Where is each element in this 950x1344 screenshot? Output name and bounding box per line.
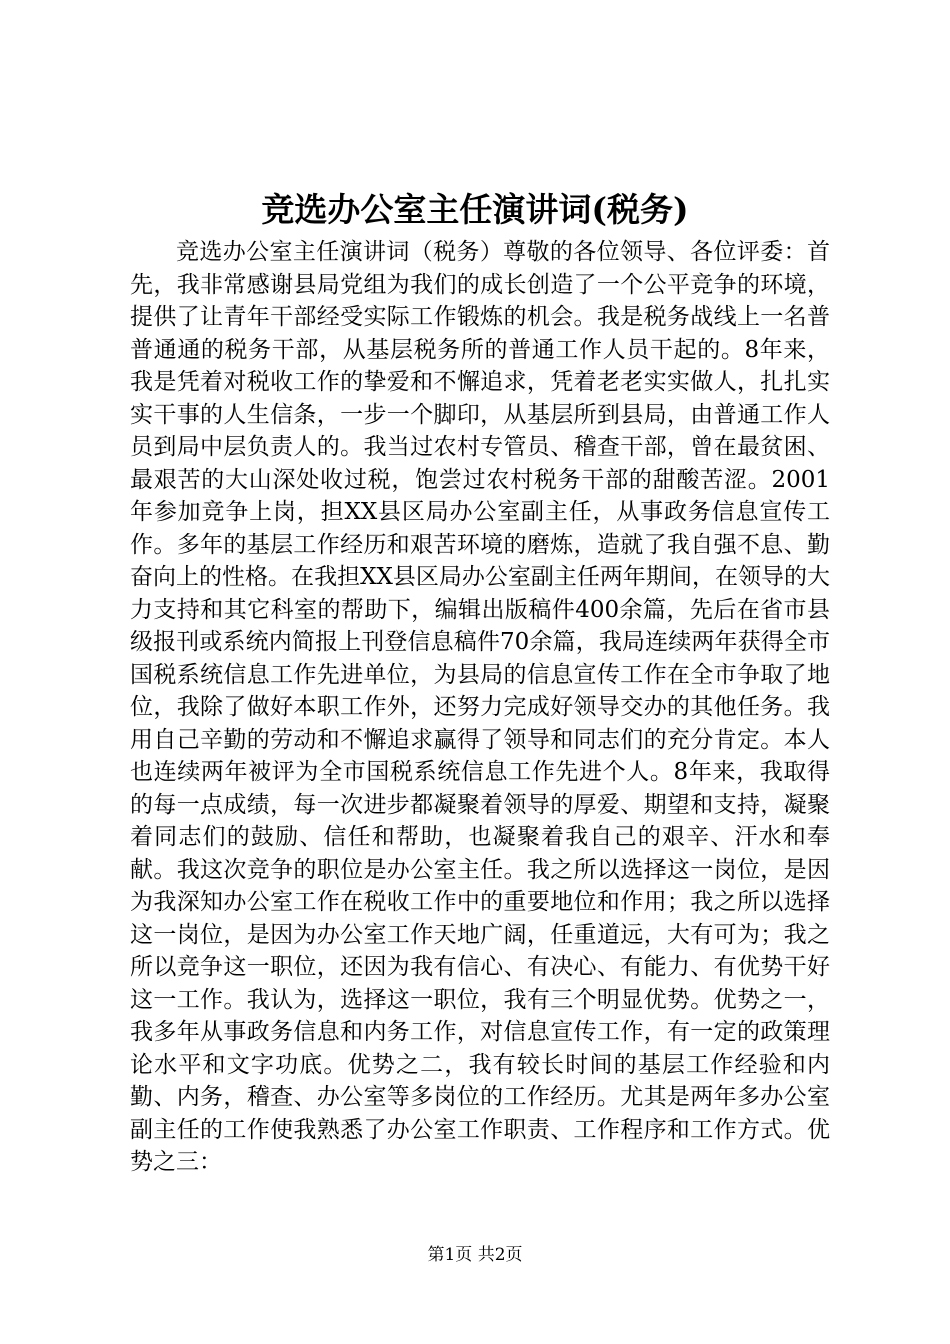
page-number-footer: 第1页 共2页	[427, 1245, 523, 1265]
document-title: 竞选办公室主任演讲词(税务)	[261, 190, 689, 229]
document-body-paragraph: 竞选办公室主任演讲词（税务）尊敬的各位领导、各位评委：首先，我非常感谢县局党组为我们的成长创造了一个公平竞争的环境，提供了让青年干部经受实际工作锻炼的机会。我是税务战线上一名普普通通的税务干部，从基层税务所的普通工作人员干起的。8年来，我是凭着对税收工作的挚爱和不懈追求，凭着老老实实做人，扎扎实实干事的人生信条，一步一个脚印，从基层所到县局，由普通工作人员到局中层负责人的。我当过农村专管员、稽查干部，曾在最贫困、最艰苦的大山深处收过税，饱尝过农村税务干部的甜酸苦涩。2001年参加竞争上岗，担XX县区局办公室副主任，从事政务信息宣传工作。多年的基层工作经历和艰苦环境的磨炼，造就了我自强不息、勤奋向上的性格。在我担XX县区局办公室副主任两年期间，在领导的大力支持和其它科室的帮助下，编辑出版稿件400余篇，先后在省市县级报刊或系统内简报上刊登信息稿件70余篇，我局连续两年获得全市国税系统信息工作先进单位，为县局的信息宣传工作在全市争取了地位，我除了做好本职工作外，还努力完成好领导交办的其他任务。我用自己辛勤的劳动和不懈追求赢得了领导和同志们的充分肯定。本人也连续两年被评为全市国税系统信息工作先进个人。8年来，我取得的每一点成绩，每一次进步都凝聚着领导的厚爱、期望和支持，凝聚着同志们的鼓励、信任和帮助，也凝聚着我自己的艰辛、汗水和奉献。我这次竞争的职位是办公室主任。我之所以选择这一岗位，是因为我深知办公室工作在税收工作中的重要地位和作用；我之所以选择这一岗位，是因为办公室工作天地广阔，任重道远，大有可为；我之所以竞争这一职位，还因为我有信心、有决心、有能力、有优势干好这一工作。我认为，选择这一职位，我有三个明显优势。优势之一，我多年从事政务信息和内务工作，对信息宣传工作，有一定的政策理论水平和文字功底。优势之二，我有较长时间的基层工作经验和内勤、内务，稽查、办公室等多岗位的工作经历。尤其是两年多办公室副主任的工作使我熟悉了办公室工作职责、工作程序和工作方式。优势之三：	[130, 239, 830, 1175]
